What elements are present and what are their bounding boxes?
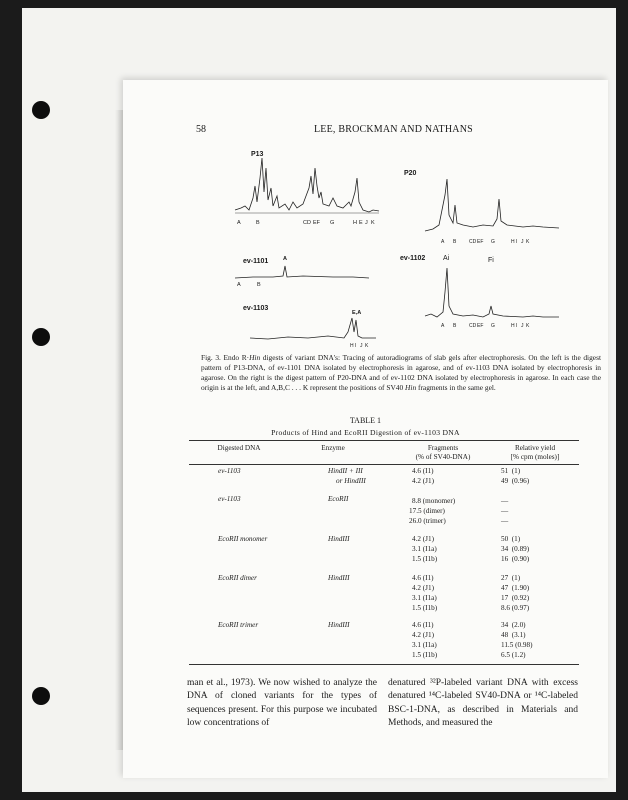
table-cell-fragment: 4.2 (J1) <box>412 477 434 485</box>
tick-label: B <box>453 323 457 329</box>
tick-label: I <box>355 343 357 349</box>
tick-label: K <box>371 220 375 226</box>
tick-label: EF <box>477 239 484 245</box>
table-title: Products of Hind and EcoRII Digestion of ev-1103 DNA <box>271 428 460 437</box>
tick-label: CD <box>303 220 311 226</box>
table-cell-fragment: 1.5 (I1b) <box>412 604 438 612</box>
tick-label: A <box>441 323 445 329</box>
label-ev1102: ev-1102 <box>400 255 426 262</box>
tick-label: K <box>365 343 369 349</box>
table-cell-fragment: 1.5 (I1b) <box>412 651 438 659</box>
punch-hole-bottom <box>32 687 50 705</box>
tick-label: H <box>511 239 515 245</box>
table-cell-enzyme: HindIII <box>328 621 350 629</box>
ev1101-peak-label: A <box>283 256 287 262</box>
col-header-fragments: Fragments <box>427 444 459 452</box>
table-cell-enzyme: HindII + III <box>328 467 363 475</box>
table-cell-yield: 51 (1) <box>501 467 521 475</box>
tick-label: A <box>237 220 241 226</box>
tick-label: EF <box>477 323 484 329</box>
tick-label: H <box>511 323 515 329</box>
tick-label: H <box>350 343 354 349</box>
table-cell-yield: 6.5 (1.2) <box>501 651 526 659</box>
tick-label: J <box>360 343 363 349</box>
ev1103-peak-label: E,A <box>352 310 362 316</box>
tick-label: J <box>521 323 524 329</box>
tick-label: CD <box>469 323 477 329</box>
trace-ev1103 <box>248 310 378 350</box>
table-number: TABLE 1 <box>349 416 382 425</box>
punch-hole-middle <box>32 328 50 346</box>
table-cell-fragment: 3.1 (I1a) <box>412 594 437 602</box>
trace-p20 <box>423 175 563 240</box>
table-cell-yield: 49 (0.96) <box>501 477 530 485</box>
table-cell-yield: 34 (2.0) <box>501 621 526 629</box>
table-cell-fragment: 4.2 (J1) <box>412 584 434 592</box>
tick-label: G <box>330 220 335 226</box>
tick-label: A <box>237 282 241 288</box>
trace-ev1101 <box>233 260 373 290</box>
tick-label: G <box>491 239 495 245</box>
table-cell-yield: 11.5 (0.98) <box>501 641 533 649</box>
col-header-digested: Digested DNA <box>217 444 261 452</box>
label-ai: Ai <box>443 255 450 262</box>
table-cell-yield: 8.6 (0.97) <box>501 604 530 612</box>
table-cell-yield: 50 (1) <box>501 535 521 543</box>
col-header-enzyme: Enzyme <box>321 444 345 452</box>
table-cell-yield: 16 (0.90) <box>501 555 530 563</box>
table-cell-fragment: 3.1 (I1a) <box>412 545 437 553</box>
table-cell-fragment: 1.5 (I1b) <box>412 555 438 563</box>
table-cell-fragment: 17.5 (dimer) <box>409 507 445 515</box>
table-cell-fragment: 4.6 (I1) <box>412 467 434 475</box>
tick-label: H <box>353 220 357 226</box>
trace-p13 <box>233 158 383 248</box>
table-cell-fragment: 4.6 (I1) <box>412 574 434 582</box>
page-number: 58 <box>196 124 206 135</box>
label-p13: P13 <box>251 151 264 158</box>
table-cell-dna: ev-1103 <box>218 467 241 475</box>
tick-label: J <box>365 220 368 226</box>
table-rule-bottom <box>189 664 579 665</box>
table-rule-top <box>189 440 579 441</box>
table-cell-yield: 34 (0.89) <box>501 545 530 553</box>
table-cell-fragment: 4.2 (J1) <box>412 535 434 543</box>
tick-label: B <box>453 239 457 245</box>
table-cell-dna: EcoRII trimer <box>218 621 259 629</box>
table-cell-enzyme: EcoRII <box>328 495 349 503</box>
table-cell-dna: EcoRII monomer <box>218 535 268 543</box>
label-ev1101: ev-1101 <box>243 258 269 265</box>
tick-label: B <box>257 282 261 288</box>
col-header-yield: Relative yield <box>514 444 556 452</box>
running-head: LEE, BROCKMAN AND NATHANS <box>314 124 473 135</box>
tick-label: CD <box>469 239 477 245</box>
table-cell-fragment: 26.0 (trimer) <box>409 517 446 525</box>
table-cell-fragment: 3.1 (I1a) <box>412 641 437 649</box>
body-column-right: denatured ³²P-labeled variant DNA with excess denatured ¹⁴C-labeled SV40-DNA or ¹⁴C-labeled BSC-1-DNA, as described in Materials and Methods, and measured the <box>388 678 578 728</box>
col-header-fragments-unit: (% of SV40-DNA) <box>415 453 471 461</box>
body-column-left: man et al., 1973). We now wished to analyze the DNA of cloned variants for the types of sequences present. For this purpose we incubated low concentrations of <box>187 678 377 728</box>
label-fi: Fi <box>488 257 494 264</box>
table-cell-yield: 48 (3.1) <box>501 631 526 639</box>
tick-label: J <box>521 239 524 245</box>
tick-label: G <box>491 323 495 329</box>
table-cell-fragment: 4.6 (I1) <box>412 621 434 629</box>
table-cell-dna: EcoRII dimer <box>218 574 257 582</box>
table-cell-enzyme: or HindIII <box>336 477 366 485</box>
table-cell-enzyme: HindIII <box>328 574 350 582</box>
table-cell-yield: — <box>501 507 509 515</box>
label-p20: P20 <box>404 170 417 177</box>
table-rule-header <box>189 464 579 465</box>
tick-label: EF <box>313 220 321 226</box>
trace-ev1102 <box>423 262 563 324</box>
table-cell-yield: 17 (0.92) <box>501 594 530 602</box>
table-cell-enzyme: HindIII <box>328 535 350 543</box>
figure-caption: Fig. 3. Endo R·Hin digests of variant DNA's: Tracing of autoradiograms of slab gels after electrophoresis. On the left is the digest pattern of P13-DNA, of ev-1101 DNA isolated by electrophoresis in agarose, and of ev-1103 DNA isolated by electrophoresis in agarose. On the right is the digest pattern of P20-DNA and of ev-1102 DNA isolated by electrophoresis in agarose. In each case the origin is at the left, and A,B,C . . . K represent the positions of SV40 Hin fragments in the same gel. <box>201 353 602 392</box>
tick-label: I <box>516 239 518 245</box>
table-cell-yield: — <box>501 517 509 525</box>
tick-label: K <box>526 323 530 329</box>
tick-label: I <box>516 323 518 329</box>
tick-label: B <box>256 220 260 226</box>
table-cell-fragment: 8.8 (monomer) <box>412 497 456 505</box>
table-cell-yield: 27 (1) <box>501 574 521 582</box>
tick-label: K <box>526 239 530 245</box>
tick-label: E <box>359 220 363 226</box>
table-cell-dna: ev-1103 <box>218 495 241 503</box>
label-ev1103: ev-1103 <box>243 305 269 312</box>
tick-label: A <box>441 239 445 245</box>
punch-hole-top <box>32 101 50 119</box>
col-header-yield-unit: [% cpm (moles)] <box>510 453 560 461</box>
table-cell-yield: — <box>501 497 509 505</box>
table-cell-fragment: 4.2 (J1) <box>412 631 434 639</box>
journal-page <box>123 80 608 778</box>
table-cell-yield: 47 (1.90) <box>501 584 530 592</box>
